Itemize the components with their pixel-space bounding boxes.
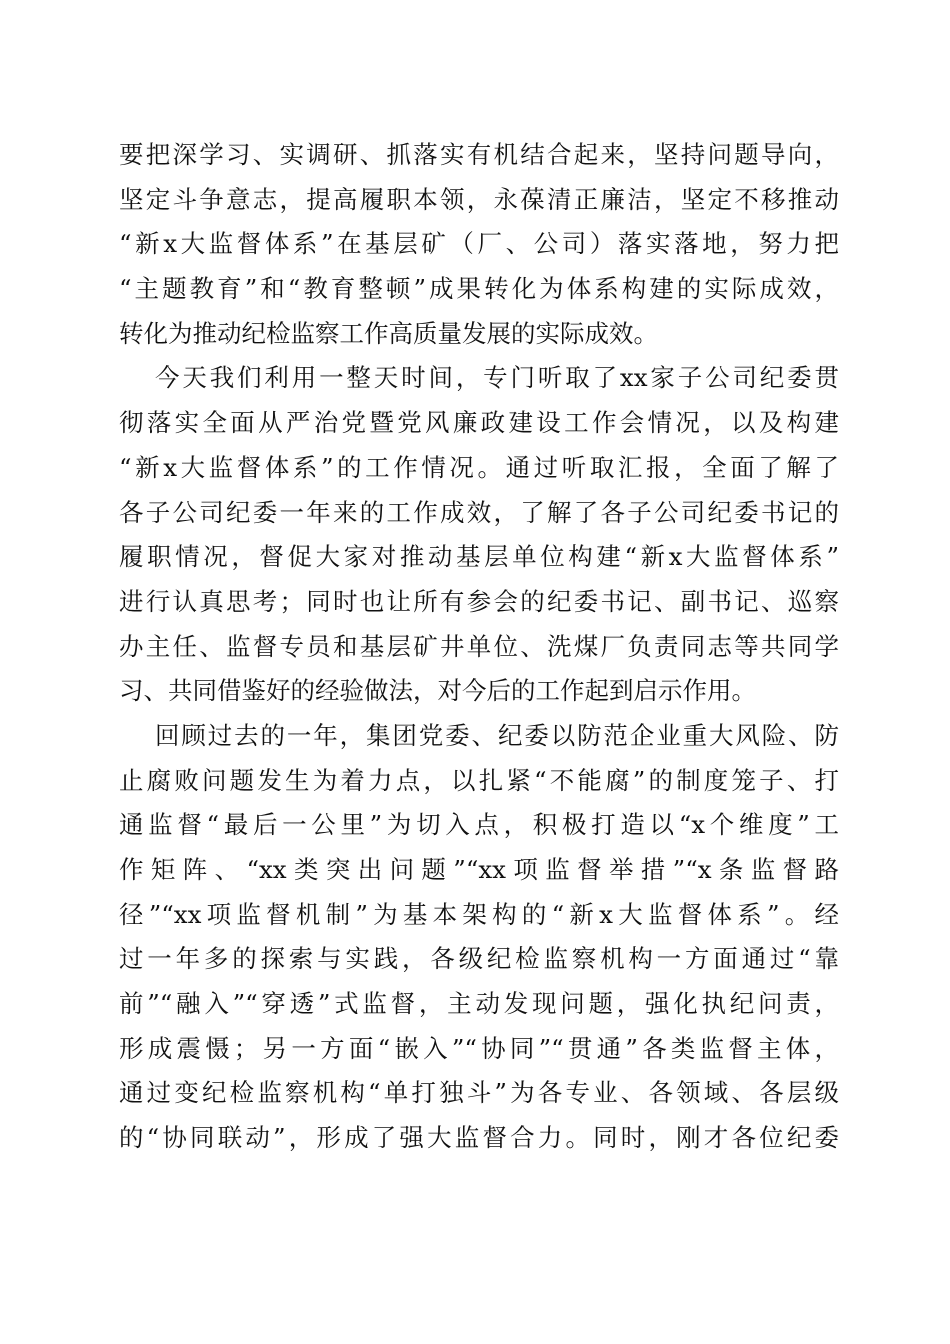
paragraph-3-line-5: 径”“xx项监督机制”为基本架构的“新x大监督体系”。经: [119, 899, 839, 929]
paragraph-2-line-1: 今天我们利用一整天时间，专门听取了xx家子公司纪委贯: [155, 363, 839, 393]
paragraph-1-line-2: 坚定斗争意志，提高履职本领，永葆清正廉洁，坚定不移推动: [119, 184, 839, 214]
paragraph-1-line-5: 转化为推动纪检监察工作高质量发展的实际成效。: [119, 318, 658, 348]
paragraph-2-line-2: 彻落实全面从严治党暨党风廉政建设工作会情况，以及构建: [119, 408, 839, 438]
paragraph-2-line-7: 办主任、监督专员和基层矿井单位、洗煤厂负责同志等共同学: [119, 631, 839, 661]
paragraph-2-line-8: 习、共同借鉴好的经验做法，对今后的工作起到启示作用。: [119, 676, 756, 706]
paragraph-3-line-10: 的“协同联动”，形成了强大监督合力。同时，刚才各位纪委: [119, 1123, 839, 1153]
paragraph-3-line-6: 过一年多的探索与实践，各级纪检监察机构一方面通过“靠: [119, 944, 839, 974]
paragraph-1-line-1: 要把深学习、实调研、抓落实有机结合起来，坚持问题导向，: [119, 140, 839, 169]
paragraph-3-line-2: 止腐败问题发生为着力点，以扎紧“不能腐”的制度笼子、打: [119, 765, 839, 795]
paragraph-3-line-4: 作矩阵、“xx类突出问题”“xx项监督举措”“x条监督路: [119, 855, 839, 884]
paragraph-2-line-5: 履职情况，督促大家对推动基层单位构建“新x大监督体系”: [119, 542, 839, 572]
paragraph-1-line-3: “新x大监督体系”在基层矿（厂、公司）落实落地，努力把: [119, 229, 839, 259]
paragraph-2-line-6: 进行认真思考；同时也让所有参会的纪委书记、副书记、巡察: [119, 586, 839, 616]
paragraph-3-line-9: 通过变纪检监察机构“单打独斗”为各专业、各领域、各层级: [119, 1078, 839, 1108]
document-body: [119, 133, 839, 1161]
paragraph-3-line-3: 通监督“最后一公里”为切入点，积极打造以“x个维度”工: [119, 810, 839, 840]
paragraph-2-line-4: 各子公司纪委一年来的工作成效，了解了各子公司纪委书记的: [119, 497, 839, 527]
paragraph-3-line-8: 形成震慑；另一方面“嵌入”“协同”“贯通”各类监督主体，: [119, 1033, 839, 1063]
paragraph-3-line-1: 回顾过去的一年，集团党委、纪委以防范企业重大风险、防: [155, 720, 839, 750]
paragraph-2-line-3: “新x大监督体系”的工作情况。通过听取汇报，全面了解了: [119, 452, 839, 482]
paragraph-3-line-7: 前”“融入”“穿透”式监督，主动发现问题，强化执纪问责，: [119, 989, 839, 1019]
paragraph-1-line-4: “主题教育”和“教育整顿”成果转化为体系构建的实际成效，: [119, 274, 839, 304]
